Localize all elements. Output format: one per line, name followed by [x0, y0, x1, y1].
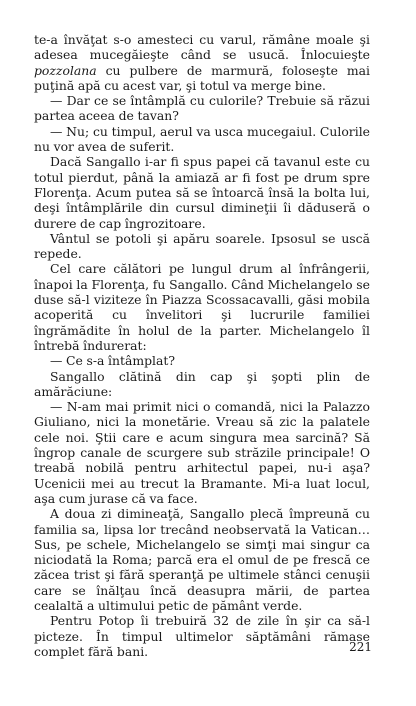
- paragraph-9: — N-am mai primit nici o comandă, nici la Palazzo Giuliano, nici la monetărie. Vreau să zic la palatele cele noi. Ştii care e acum singura mea sarcină? Să îngrop canale de scurgere sub străzile principale! O treabă nobilă pentru arhitectul papei, nu-i aşa? Ucenicii mei au trecut la Bramante. Mi-a luat locul, aşa cum jurase că va face.: [34, 399, 370, 506]
- paragraph-6: Cel care călători pe lungul drum al înfrângerii, înapoi la Florenţa, fu Sangallo. Când Michelangelo se duse să-l viziteze în Piazza Scossacavalli, găsi mobila acoperită cu învelitori şi lucrurile familiei îngrămădite în holul de la parter. Michelangelo îl întrebă îndurerat:: [34, 261, 370, 353]
- paragraph-8: Sangallo clătină din cap şi şopti plin de amărăciune:: [34, 368, 370, 399]
- paragraph-1: [34, 32, 370, 93]
- page-body: [34, 32, 370, 672]
- paragraph-11: Pentru Potop îi trebuiră 32 de zile în şir ca să-l picteze. În timpul ultimelor săptămâni rămase complet fără bani.: [34, 613, 370, 659]
- paragraph-2: — Dar ce se întâmplă cu culorile? Trebuie să răzui partea aceea de tavan?: [34, 93, 370, 124]
- paragraph-1-tail: cu pulbere de marmură, foloseşte mai puţină apă cu acest var, şi totul va merge bine.: [34, 62, 370, 93]
- paragraph-1-text: te-a învăţat s-o amesteci cu varul, rămâne moale şi adesea mucegăieşte când se usucă. Înlocuieşte: [34, 32, 370, 63]
- paragraph-3: — Nu; cu timpul, aerul va usca mucegaiul. Culorile nu vor avea de suferit.: [34, 123, 370, 155]
- page-number: 221: [349, 640, 372, 654]
- paragraph-5: Vântul se potoli şi apăru soarele. Ipsosul se uscă repede.: [34, 230, 370, 262]
- paragraph-4: Dacă Sangallo i-ar fi spus papei că tavanul este cu totul pierdut, până la amiază ar fi fost pe drum spre Florenţa. Acum putea să se întoarcă însă la bolta lui, deşi întâmplările din cursul dimineţii îi dăduseră o durere de cap îngrozitoare.: [34, 154, 370, 231]
- italic-term: pozzolana: [34, 62, 97, 78]
- paragraph-7: — Ce s-a întâmplat?: [50, 353, 176, 369]
- paragraph-10: A doua zi dimineaţă, Sangallo plecă împreună cu familia sa, lipsa lor trecând neobservată la Vatican… Sus, pe schele, Michelangelo se simţi mai singur ca niciodată la Roma; parcă era el omul de pe frescă ce zăcea trist şi fără speranţă pe ultimele stânci cenuşii care se înălţau încă deasupra mării, de partea cealaltă a ultimului petic de pământ verde.: [34, 506, 370, 613]
